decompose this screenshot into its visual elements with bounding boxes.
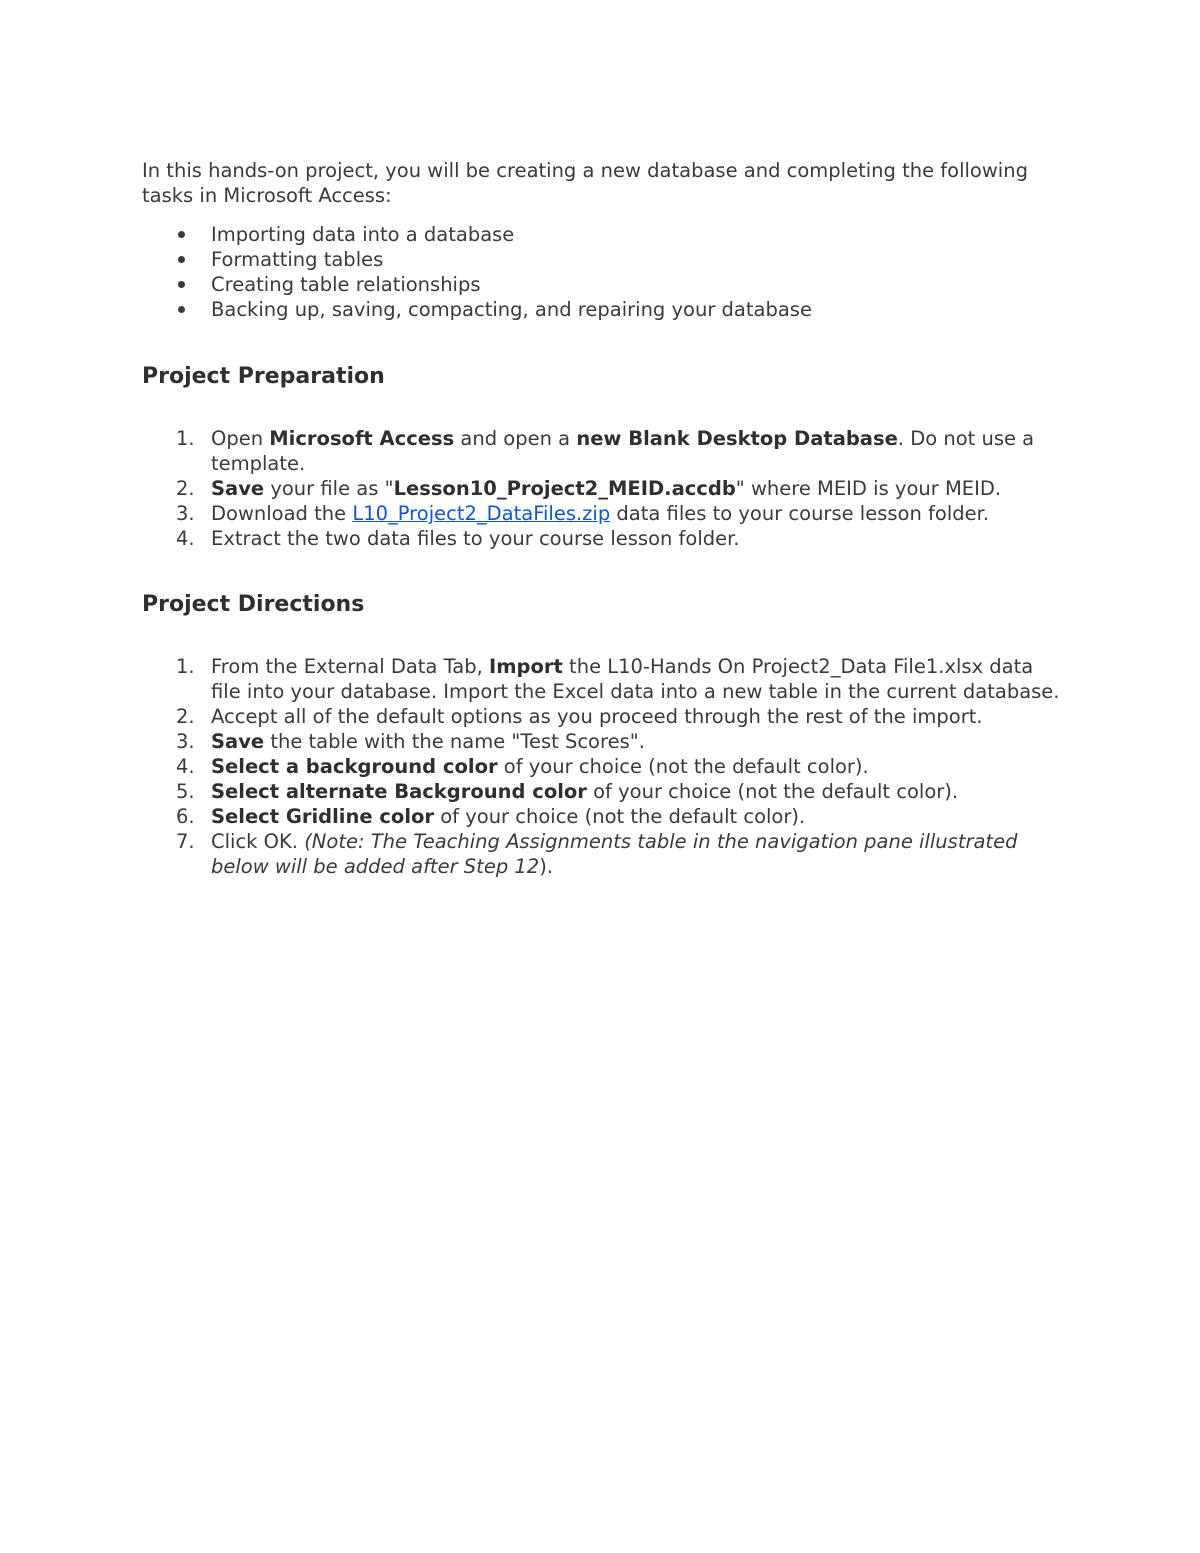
step-text: ). (539, 855, 554, 878)
intro-paragraph: In this hands-on project, you will be creating a new database and completing the following tasks in Microsoft Access: (142, 159, 1028, 207)
task-text: Creating table relationships (211, 273, 481, 296)
step-number: 1. (176, 655, 195, 678)
list-item (142, 829, 1062, 879)
step-number: 5. (176, 780, 195, 803)
bullet-icon (178, 306, 185, 313)
step-text: Accept all of the default options as you proceed through the rest of the import. (211, 705, 983, 728)
step-bold-text: new Blank Desktop Database (576, 427, 898, 450)
step-bold-text: Select a background color (211, 755, 498, 778)
list-item (142, 754, 1062, 779)
step-text: data files to your course lesson folder. (610, 502, 990, 525)
step-number: 3. (176, 502, 195, 525)
step-text: Download the (211, 502, 353, 525)
step-text: of your choice (not the default color). (497, 755, 869, 778)
step-text: and open a (454, 427, 577, 450)
step-number: 2. (176, 477, 195, 500)
step-text: " where MEID is your MEID. (735, 477, 1002, 500)
step-text: Extract the two data files to your course lesson folder. (211, 527, 740, 550)
step-text: the L10-Hands On Project2_Data File1.xlsx data file into your database. Import the Excel data into a new table in the current database. (211, 655, 1060, 703)
step-bold-text: Select Gridline color (211, 805, 435, 828)
step-bold-text: Lesson10_Project2_MEID.accdb (393, 477, 736, 500)
bullet-icon (178, 256, 185, 263)
step-bold-text: Save (211, 477, 265, 500)
step-text: your file as " (264, 477, 394, 500)
task-list (142, 222, 1062, 322)
step-text: Open (211, 427, 270, 450)
step-number: 4. (176, 755, 195, 778)
list-item (142, 272, 1062, 297)
task-text: Backing up, saving, compacting, and repairing your database (211, 298, 812, 321)
list-item (142, 476, 1062, 501)
step-text: Click OK. (211, 830, 305, 853)
list-item (142, 501, 1062, 526)
step-bold-text: Import (488, 655, 563, 678)
list-item (142, 426, 1062, 476)
step-text: From the External Data Tab, (211, 655, 489, 678)
task-text: Formatting tables (211, 248, 384, 271)
document-page (142, 158, 1062, 879)
step-bold-text: Microsoft Access (269, 427, 455, 450)
task-text: Importing data into a database (211, 223, 515, 246)
preparation-heading: Project Preparation (142, 364, 385, 389)
list-item (142, 222, 1062, 247)
list-item (142, 654, 1062, 704)
list-item (142, 729, 1062, 754)
list-item (142, 779, 1062, 804)
step-number: 2. (176, 705, 195, 728)
directions-heading: Project Directions (142, 592, 365, 617)
datafiles-download-link[interactable]: L10_Project2_DataFiles.zip (352, 502, 611, 525)
bullet-icon (178, 281, 185, 288)
list-item (142, 247, 1062, 272)
step-number: 4. (176, 527, 195, 550)
list-item (142, 526, 1062, 551)
step-number: 1. (176, 427, 195, 450)
step-text: of your choice (not the default color). (434, 805, 806, 828)
list-item (142, 297, 1062, 322)
list-item (142, 804, 1062, 829)
directions-steps (142, 654, 1062, 879)
step-text: the table with the name "Test Scores". (264, 730, 645, 753)
bullet-icon (178, 231, 185, 238)
step-text: of your choice (not the default color). (586, 780, 959, 803)
step-note-text: (Note: The Teaching Assignments table in the navigation pane illustrated below will be added after Step 12 (211, 830, 1018, 878)
step-text: . Do not use a template. (211, 427, 1035, 475)
step-number: 3. (176, 730, 195, 753)
step-bold-text: Save (211, 730, 265, 753)
step-number: 7. (176, 830, 195, 853)
step-number: 6. (176, 805, 195, 828)
list-item (142, 704, 1062, 729)
preparation-steps (142, 426, 1062, 551)
step-bold-text: Select alternate Background color (211, 780, 587, 803)
